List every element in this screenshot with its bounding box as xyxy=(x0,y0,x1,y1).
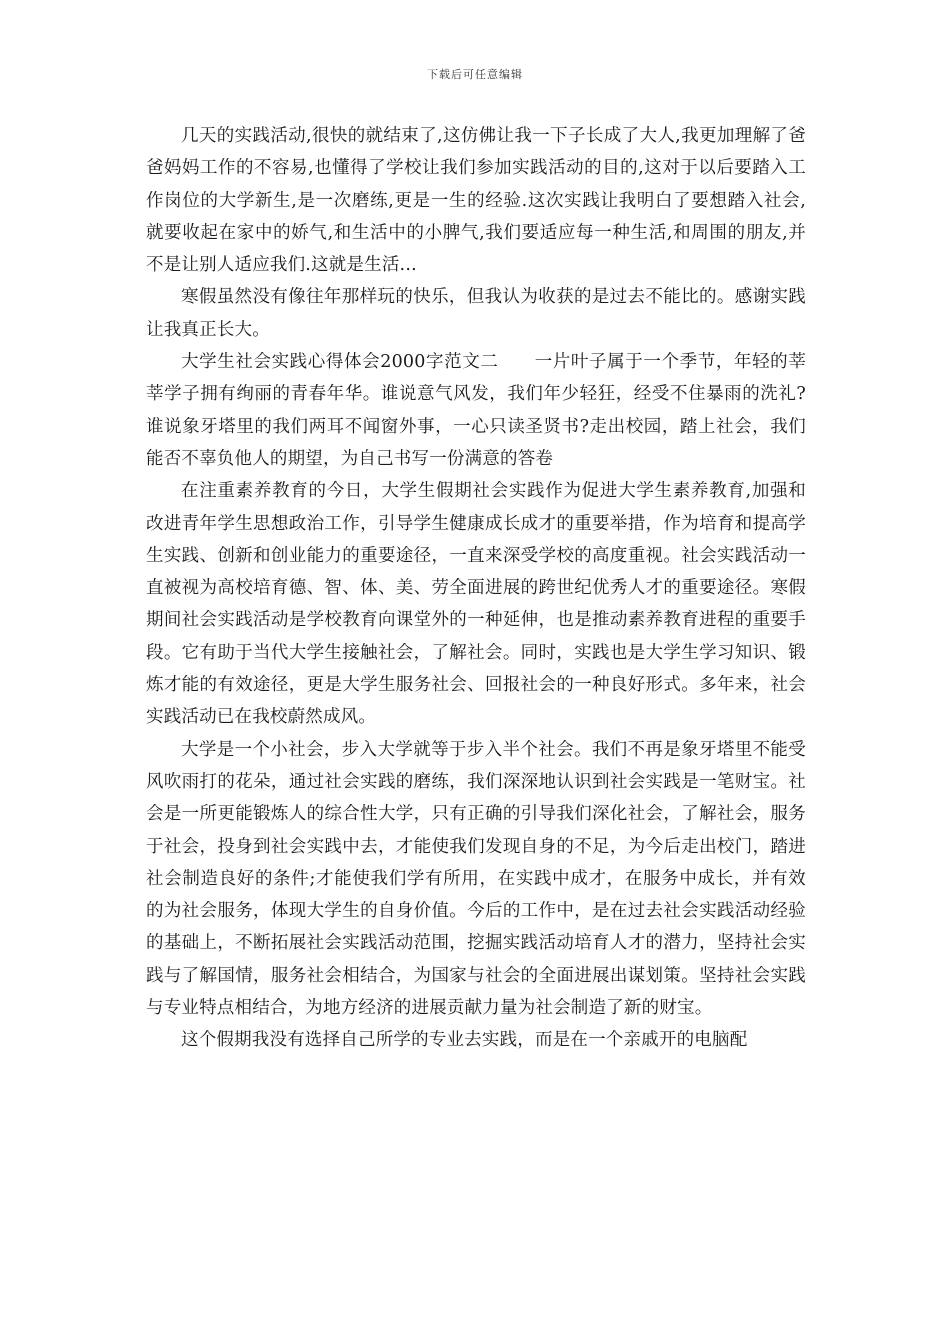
paragraph-essay-two-intro: 大学生社会实践心得体会2000字范文二 一片叶子属于一个季节，年轻的莘莘学子拥有绚丽的青春年华。谁说意气风发，我们年少轻狂，经受不住暴雨的洗礼?谁说象牙塔里的我们两耳不闻窗外事，一心只读圣贤书?走出校园，踏上社会，我们能否不辜负他人的期望，为自己书写一份满意的答卷 xyxy=(146,352,806,469)
document-body xyxy=(146,120,806,1057)
paragraph-winter-break: 寒假虽然没有像往年那样玩的快乐，但我认为收获的是过去不能比的。感谢实践让我真正长大。 xyxy=(146,287,806,340)
page-header-note: 下载后可任意编辑 xyxy=(427,68,523,81)
paragraph-holiday-choice: 这个假期我没有选择自己所学的专业去实践，而是在一个亲戚开的电脑配 xyxy=(181,1030,748,1051)
paragraph-university-society: 大学是一个小社会，步入大学就等于步入半个社会。我们不再是象牙塔里不能受风吹雨打的花朵，通过社会实践的磨练，我们深深地认识到社会实践是一笔财宝。社会是一所更能锻炼人的综合性大学，只有正确的引导我们深化社会，了解社会，服务于社会，投身到社会实践中去，才能使我们发现自身的不足，为今后走出校门，踏进社会制造良好的条件;才能使我们学有所用，在实践中成才，在服务中成长，并有效的为社会服务，体现大学生的自身价值。今后的工作中，是在过去社会实践活动经验的基础上，不断拓展社会实践活动范围，挖掘实践活动培育人才的潜力，坚持社会实践与了解国情，服务社会相结合，为国家与社会的全面进展出谋划策。坚持社会实践与专业特点相结合，为地方经济的进展贡献力量为社会制造了新的财宝。 xyxy=(146,739,806,1019)
paragraph-quality-education: 在注重素养教育的今日，大学生假期社会实践作为促进大学生素养教育,加强和改进青年学生思想政治工作，引导学生健康成长成才的重要举措，作为培育和提高学生实践、创新和创业能力的重要途径，一直来深受学校的高度重视。社会实践活动一直被视为高校培育德、智、体、美、劳全面进展的跨世纪优秀人才的重要途径。寒假期间社会实践活动是学校教育向课堂外的一种延伸，也是推动素养教育进程的重要手段。它有助于当代大学生接触社会，了解社会。同时，实践也是大学生学习知识、锻炼才能的有效途径，更是大学生服务社会、回报社会的一种良好形式。多年来，社会实践活动已在我校蔚然成风。 xyxy=(146,481,806,728)
paragraph-practice-summary: 几天的实践活动,很快的就结束了,这仿佛让我一下子长成了大人,我更加理解了爸爸妈妈工作的不容易,也懂得了学校让我们参加实践活动的目的,这对于以后要踏入工作岗位的大学新生,是一次磨练,更是一生的经验.这次实践让我明白了要想踏入社会,就要收起在家中的娇气,和生活中的小脾气,我们要适应每一种生活,和周围的朋友,并不是让别人适应我们.这就是生活... xyxy=(146,126,806,276)
